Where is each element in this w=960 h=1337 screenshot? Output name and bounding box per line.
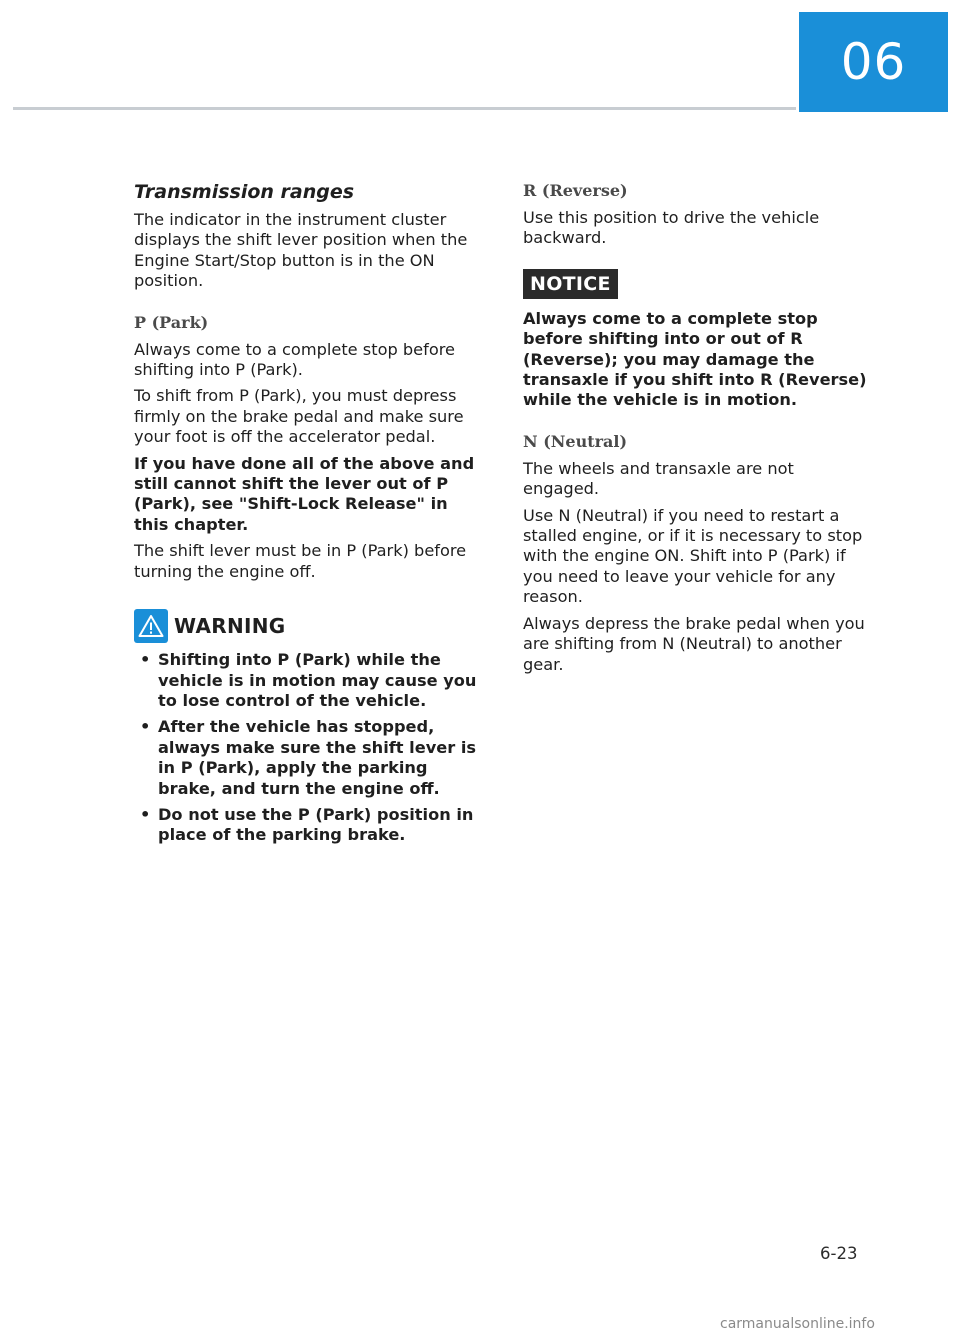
section-title: Transmission ranges [134,181,355,203]
right-column [523,180,875,681]
notice-text: Always come to a complete stop before shifting into or out of R (Reverse); you may damage the transaxle if you shift into R (Reverse) while the vehicle is in motion. [523,308,867,410]
warning-header [134,608,486,644]
page-number: 6-23 [820,1244,858,1263]
park-paragraph-2: To shift from P (Park), you must depress firmly on the brake pedal and make sure your foot is off the accelerator pedal. [134,386,464,447]
warning-item: • Do not use the P (Park) position in place of the parking brake. [134,805,486,846]
chapter-tab: 06 [799,12,948,112]
warning-label: WARNING [174,613,286,638]
watermark: carmanualsonline.info [720,1316,875,1332]
neutral-paragraph-2: Use N (Neutral) if you need to restart a stalled engine, or if it is necessary to stop with the engine ON. Shift into P (Park) if you need to leave your vehicle for any reason. [523,505,863,607]
reverse-heading: R (Reverse) [523,181,628,200]
neutral-paragraph-1: The wheels and transaxle are not engaged. [523,458,794,499]
neutral-heading: N (Neutral) [523,431,628,451]
notice-badge: NOTICE [523,269,618,299]
park-heading: P (Park) [134,312,209,332]
left-column [134,180,486,852]
header-rule [13,107,796,110]
park-paragraph-4: The shift lever must be in P (Park) before turning the engine off. [134,541,467,581]
park-paragraph-3: If you have done all of the above and still cannot shift the lever out of P (Park), see "Shift-Lock Release" in this chapter. [134,453,475,534]
park-paragraph-1: Always come to a complete stop before shifting into P (Park). [134,339,455,380]
warning-triangle-icon [134,609,168,643]
reverse-paragraph: Use this position to drive the vehicle backward. [523,208,820,248]
intro-paragraph: The indicator in the instrument cluster displays the shift lever position when the Engine Start/Stop button is in the ON position. [134,210,468,291]
warning-item: • After the vehicle has stopped, always make sure the shift lever is in P (Park), apply the parking brake, and turn the engine off. [134,717,486,799]
neutral-paragraph-3: Always depress the brake pedal when you are shifting from N (Neutral) to another gear. [523,613,865,674]
warning-item: • Shifting into P (Park) while the vehicle is in motion may cause you to lose control of the vehicle. [134,650,486,711]
warning-list [134,650,486,846]
